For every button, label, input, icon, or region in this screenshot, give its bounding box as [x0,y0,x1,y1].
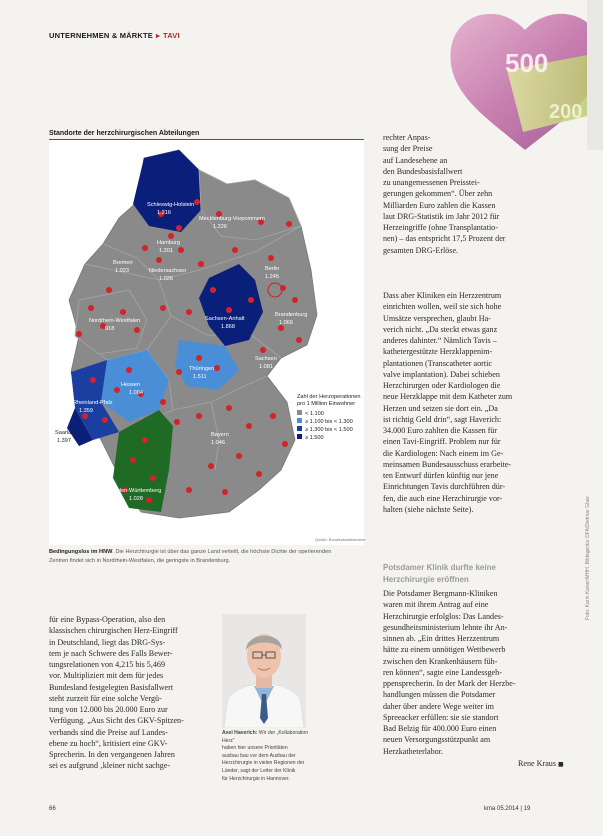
text-line: valve implantation). Dabei schieben [383,369,500,379]
value-baden-wuerttemberg: 1.028 [129,496,143,502]
article-column-right-middle [383,290,512,515]
text-line: sei es aufgrund ‚kleiner nicht sachge- [49,761,171,771]
text-line: gerungen gekommen“. Über zehn [383,189,493,199]
legend-item-1: < 1.100 [305,411,324,417]
label-sachsen: Sachsen [255,356,277,362]
text-line: laut DRG-Statistik im Jahr 2012 für [383,211,500,221]
text-line: daher über andere Wege weiter im [383,701,494,711]
text-line: zu unangemessenen Preisstei- [383,178,480,187]
text-line: 34.000 Euro zahlten die Kassen für [383,426,498,435]
section-title: UNTERNEHMEN & MÄRKTE [49,31,153,40]
end-mark-icon: ■ [558,761,564,768]
label-niedersachsen: Niedersachsen [149,268,187,274]
article-subhead [383,562,496,585]
text-line: fen, die auch eine Herzchirurgie vor- [383,493,503,503]
text-line: einen Tavi-Eingriff. Problem nur für [383,437,501,447]
text-line: ppensprecherin. In der Mark der Herzbe- [383,679,516,688]
label-rheinland-pfalz: Rheinland-Pfalz [73,400,113,406]
text-line: Verfügung. „Aus Sicht des GKV-Spitzen- [49,716,184,726]
text-line: Bundesland festgelegten Basisfallwert [49,682,174,692]
caption-lead: Bedingungslos im HNW [49,549,113,555]
value-brandenburg: 1.066 [279,320,293,326]
text-line: Herzchirurgen oder Kardiologen die [383,381,501,390]
section-arrow-icon: ▸ [156,31,160,40]
text-line: halten (siehe nächste Seite). [383,504,474,514]
label-hessen: Hessen [121,382,140,388]
text-line: steht zurzeit für eine solche Vergü- [49,693,162,703]
text-line: Dass aber Kliniken ein Herzzentrum [383,291,502,300]
text-line: hätte zu einem unnötigen Wettbewerb [383,645,506,655]
legend-title: Zahl der Herzoperationen [297,394,361,400]
state-berlin [268,283,282,297]
value-nrw: 918 [105,326,115,332]
legend-item-4: ≥ 1.500 [305,435,324,441]
text-line: in Deutschland, liegt das DRG-Sys- [49,637,166,647]
text-line: Herzen und setzen sie dort ein. „Da [383,403,498,413]
portrait-photo [222,614,306,728]
label-hamburg: Hamburg [157,240,181,246]
value-bayern: 1.046 [211,440,225,446]
text-line: Spreeacker erfüllen: sie sie standort [383,712,499,722]
legend-subtitle: pro 1 Million Einwohner [297,401,356,407]
text-line: sinnen ab. „Ein drittes Herzzentrum [383,634,500,643]
photo-caption-lead: Axel Haverich: [222,730,258,736]
text-line: tung von 12.000 bis 20.000 Euro zur [49,705,168,714]
text-line: plantationen (Transcatheter aortic [383,358,492,368]
legend-swatch-2 [297,418,302,423]
value-niedersachsen: 1.026 [159,276,173,282]
text-line: Herzkatheterlabor. [383,746,443,756]
photo-credit: Foto: Karin Kaiser/MHH, Bildagentur DFA/Dietmar Glaw [585,496,591,620]
value-bremen: 1.023 [115,268,129,274]
label-mecklenburg: Mecklenburg-Vorpommern [199,216,265,222]
magazine-issue: kma 05.2014 [484,806,519,812]
text-line: tem je nach Schwere des Falls Bewer- [49,648,173,658]
label-brandenburg: Brandenburg [275,312,308,318]
article-column-right-top [383,132,506,256]
text-line: Bad Belzig für 400.000 Euro einen [383,724,497,733]
value-hessen: 1.004 [129,390,143,396]
value-schleswig-holstein: 1.316 [157,210,171,216]
article-column-left [49,614,184,772]
text-line: gesundheitsministerium lehnte ihr An- [383,622,508,632]
text-line: ebene zu hoch“, kritisiert eine GKV- [49,738,168,748]
label-bayern: Bayern [211,432,229,438]
label-nrw: Nordrhein-Westfalen [89,318,141,324]
text-line: handlungen müssen die Potsdamer [383,690,496,700]
value-mecklenburg: 1.226 [213,224,227,230]
section-subtitle: TAVI [162,31,180,40]
label-baden-wuerttemberg: Baden-Württemberg [111,488,162,494]
text-line: klassischen chirurgischen Herz-Eingriff [49,626,178,636]
text-line: Milliarden Euro zahlen die Kassen [383,200,496,210]
map-credit: Quelle: Bundesärztekammer [315,537,366,542]
legend-swatch-3 [297,426,302,431]
text-line: nen) – das entspricht 17,5 Prozent der [383,234,506,244]
text-line: neue Herzklappe mit dem Katheter zum [383,392,513,402]
text-line: zwischen den Krankenhäusern füh- [383,656,498,666]
subhead-line-1: Potsdamer Klinik durfte keine [383,563,496,572]
footer-page: 19 [523,806,531,812]
text-line: waren mit ihrem Antrag auf eine [383,600,489,610]
value-sachsen: 1.081 [259,364,273,370]
text-line: sung der Preise [383,144,433,154]
text-line: anderes dahinter.“ Nämlich Tavis – [383,336,497,345]
legend-item-3: ≥ 1.300 bis < 1.500 [305,427,353,433]
text-line: kathetergestützte Herzklappenim- [383,347,493,357]
map-title: Standorte der herzchirurgischen Abteilungen [49,130,200,137]
page-number: 66 [49,806,56,812]
article-column-right-bottom [383,588,516,757]
banknote-heart-image [447,0,603,150]
germany-map [49,140,364,545]
svg-text:500: 500 [505,48,549,78]
value-saarland: 1.397 [57,438,71,444]
text-line: Umsätze versprechen, glaubt Ha- [383,313,491,323]
text-line: einrichten wollen, weil sie sich hohe [383,302,502,312]
label-saarland: Saarland [55,430,78,436]
text-line: vor. Multipliziert mit dem für jedes [49,671,164,681]
map-caption [49,548,369,566]
text-line: für eine Bypass-Operation, also den [49,615,166,624]
svg-text:200: 200 [549,101,583,123]
footer-separator: | [520,806,522,812]
text-line: Einrichtungen Tavis durchführen dür- [383,482,506,492]
label-sachsen-anhalt: Sachsen-Anhalt [205,316,245,322]
value-sachsen-anhalt: 1.868 [221,324,235,330]
text-line: verbands sind die Preise auf Landes- [49,727,168,737]
text-line: verich nicht. „Da steckt etwas ganz [383,324,498,334]
text-line: Sprecherin. In den vergangenen Jahren [49,750,175,759]
label-berlin: Berlin [265,266,280,272]
caption-text-1: . Die Herzchirurgie ist über das ganze Land verteilt, die höchste Dichte der operierenden [112,549,332,555]
label-thueringen: Thüringen [189,366,215,372]
legend-swatch-4 [297,434,302,439]
text-line: meinsamen Bundesausschuss erarbeite- [383,459,512,469]
text-line: den Bundesbasisfallwert [383,166,463,176]
legend-swatch-1 [297,410,302,415]
text-line: die Kardiologen: Nach einem im Ge- [383,448,504,458]
value-hamburg: 1.201 [159,248,173,254]
text-line: rechter Anpas- [383,133,431,142]
text-line: Die Potsdamer Bergmann-Kliniken [383,589,498,598]
text-line: gesamten DRG-Erlöse. [383,245,459,255]
text-line: ten Entwurf dürfen künftig nur jene [383,471,499,480]
text-line: neuen Versorgungsstützpunkt am [383,735,491,745]
text-line: tungsrelationen von 4,215 bis 5,469 [49,660,165,669]
label-schleswig-holstein: Schleswig-Holstein [147,202,195,208]
portrait-image [222,614,306,728]
author: Rene Kraus [518,759,556,768]
text-line: Herzchirurgie erfolglos: Das Landes- [383,611,504,621]
text-line: Herzeingriffe (ohne Transplantatio- [383,223,498,232]
label-bremen: Bremen [113,260,133,266]
photo-caption: Axel Haverich: Wir der „Kollaboration Herz“ haben hier unsere Prioritäten ausbau bau vor dem Ausbau der Herzchirurgie in vielen Regionen der Länder, sagt der Leiter der Klinik für Herzchirurgie in Hannover. [222,730,309,782]
text-line: ist richtig Geld drin“, sagt Haverich: [383,414,502,424]
subhead-line-2: Herzchirurgie eröffnen [383,574,469,584]
footer-magazine [484,806,530,812]
legend-item-2: ≥ 1.100 bis < 1.300 [305,419,353,425]
text-line: ren können“, sagte eine Landessgeh- [383,667,502,677]
value-berlin: 1.245 [265,274,279,280]
value-rheinland-pfalz: 1.359 [79,408,93,414]
caption-text-2: Zentren findet sich in Nordrhein-Westfalen, die geringste in Brandenburg. [49,558,231,564]
text-line: auf Landesebene an [383,155,448,165]
section-header [49,31,180,40]
author-name [518,758,564,770]
value-thueringen: 1.511 [193,374,207,380]
